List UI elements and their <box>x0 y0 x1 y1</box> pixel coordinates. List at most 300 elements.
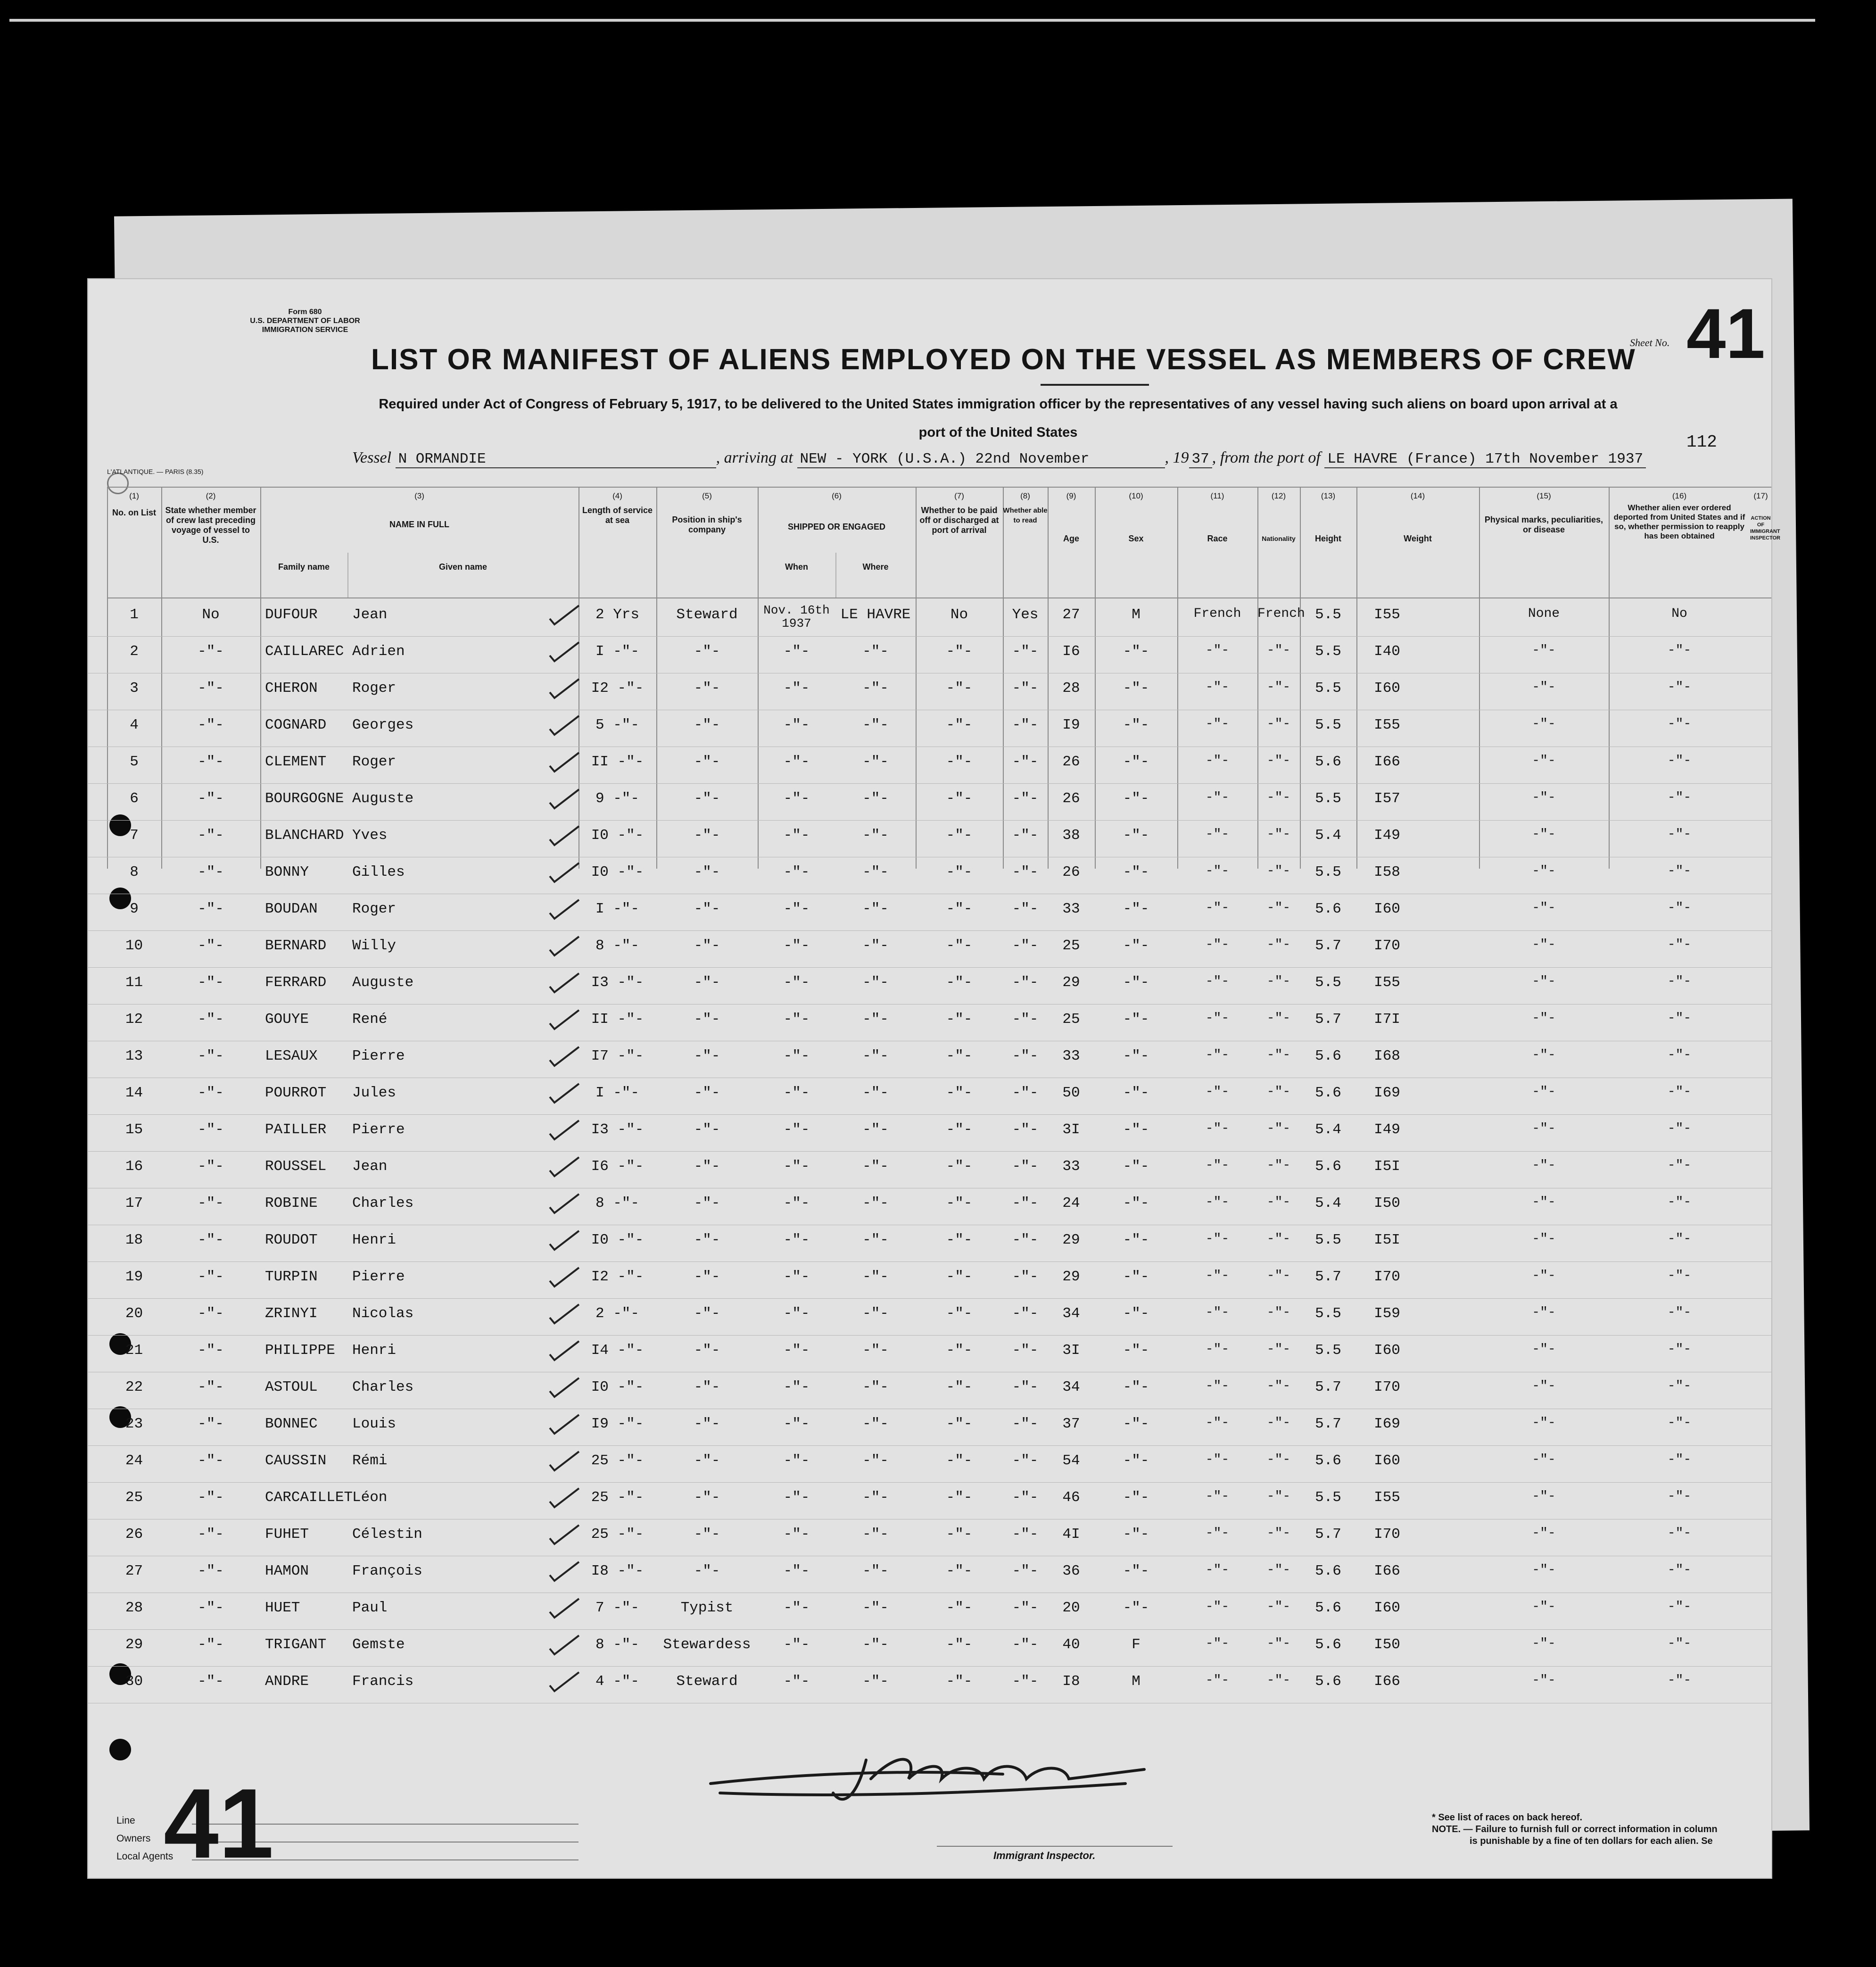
cell-where: -"- <box>862 938 889 954</box>
cell-given: Charles <box>352 1195 414 1212</box>
cell-where: -"- <box>862 1452 889 1469</box>
cell-phys: -"- <box>1532 790 1556 805</box>
cell-when: -"- <box>783 1158 810 1175</box>
cell-no: 19 <box>125 1269 143 1285</box>
cell-weight: I55 <box>1374 717 1400 733</box>
cell-position: -"- <box>694 1158 720 1175</box>
cell-when: -"- <box>783 864 810 880</box>
inspector-signature <box>701 1732 1173 1826</box>
footnotes <box>1432 1812 1771 1847</box>
check-mark-icon <box>548 1522 581 1546</box>
cell-given: Georges <box>352 717 414 733</box>
cell-where: -"- <box>862 1305 889 1322</box>
cell-age: 28 <box>1062 680 1080 697</box>
cell-when: -"- <box>783 754 810 770</box>
cell-paid: -"- <box>946 1121 973 1138</box>
check-mark-icon <box>548 971 581 994</box>
cell-height: 5.5 <box>1315 680 1341 697</box>
cell-dep: -"- <box>1667 1563 1692 1577</box>
cell-length: I6 -"- <box>591 1158 644 1175</box>
cell-height: 5.7 <box>1315 1526 1341 1543</box>
cell-family: TRIGANT <box>265 1636 327 1653</box>
cell-length: II -"- <box>591 754 644 770</box>
cell-where: -"- <box>862 717 889 733</box>
cell-crew: No <box>202 606 220 623</box>
cell-family: CARCAILLET <box>265 1489 353 1506</box>
cell-age: 38 <box>1062 827 1080 844</box>
cell-where: -"- <box>862 1673 889 1690</box>
check-mark-icon <box>548 1449 581 1472</box>
cell-sex: M <box>1132 1673 1140 1690</box>
cell-age: 46 <box>1062 1489 1080 1506</box>
check-mark-icon <box>548 1375 581 1399</box>
cell-phys: -"- <box>1532 864 1556 879</box>
cell-paid: -"- <box>946 1600 973 1616</box>
check-mark-icon <box>548 1633 581 1656</box>
cell-read: -"- <box>1012 1269 1039 1285</box>
header-shipped-or-engaged: SHIPPED OR ENGAGED <box>787 522 886 531</box>
cell-crew: -"- <box>198 1416 224 1432</box>
header-given-name: Given name <box>438 562 488 572</box>
cell-where: -"- <box>862 1085 889 1101</box>
cell-phys: -"- <box>1532 938 1556 952</box>
cell-no: 14 <box>125 1085 143 1101</box>
cell-phys: -"- <box>1532 754 1556 768</box>
cell-crew: -"- <box>198 1048 224 1064</box>
header-deported: Whether alien ever ordered deported from United States and if so, whether permission to reapply has been obtained <box>1613 503 1745 540</box>
cell-read: -"- <box>1012 901 1039 917</box>
cell-given: Gilles <box>352 864 405 880</box>
note-race: * See list of races on back hereof. <box>1432 1812 1583 1823</box>
arrival-port: NEW - YORK (U.S.A.) 22nd November <box>797 451 1165 468</box>
cell-crew: -"- <box>198 1563 224 1579</box>
column-number: (3) <box>414 491 424 500</box>
column-number: (12) <box>1271 491 1286 500</box>
cell-height: 5.5 <box>1315 864 1341 880</box>
cell-given: Jules <box>352 1085 397 1101</box>
cell-race: -"- <box>1205 1085 1230 1099</box>
cell-length: 25 -"- <box>591 1526 644 1543</box>
cell-position: -"- <box>694 1489 720 1506</box>
cell-age: 26 <box>1062 864 1080 880</box>
cell-when: -"- <box>783 1269 810 1285</box>
cell-race: -"- <box>1205 1195 1230 1210</box>
cell-crew: -"- <box>198 790 224 807</box>
cell-nat: -"- <box>1266 643 1291 658</box>
cell-given: Louis <box>352 1416 397 1432</box>
cell-dep: -"- <box>1667 790 1692 805</box>
check-mark-icon <box>548 1154 581 1178</box>
cell-phys: -"- <box>1532 1342 1556 1357</box>
cell-length: I3 -"- <box>591 974 644 991</box>
cell-family: BONNEC <box>265 1416 318 1432</box>
cell-paid: -"- <box>946 1232 973 1248</box>
cell-crew: -"- <box>198 643 224 660</box>
cell-crew: -"- <box>198 1305 224 1322</box>
table-row <box>88 1483 1771 1519</box>
header-race: Race <box>1207 534 1228 543</box>
check-mark-icon <box>548 639 581 663</box>
cell-race: -"- <box>1205 1489 1230 1504</box>
cell-dep: -"- <box>1667 1526 1692 1541</box>
cell-position: -"- <box>694 754 720 770</box>
cell-read: -"- <box>1012 827 1039 844</box>
cell-nat: -"- <box>1266 1342 1291 1357</box>
cell-height: 5.6 <box>1315 901 1341 917</box>
cell-family: ROUSSEL <box>265 1158 327 1175</box>
cell-dep: -"- <box>1667 643 1692 658</box>
cell-where: -"- <box>862 1379 889 1395</box>
cell-sex: -"- <box>1123 1121 1149 1138</box>
cell-weight: I7I <box>1374 1011 1400 1028</box>
cell-dep: No <box>1671 606 1687 621</box>
cell-crew: -"- <box>198 1195 224 1212</box>
table-row <box>88 1188 1771 1225</box>
cell-where: -"- <box>862 1011 889 1028</box>
cell-sex: -"- <box>1123 790 1149 807</box>
cell-length: 2 -"- <box>595 1305 639 1322</box>
cell-family: CAUSSIN <box>265 1452 327 1469</box>
table-row <box>88 1630 1771 1667</box>
check-mark-icon <box>548 1412 581 1436</box>
cell-read: Yes <box>1012 606 1039 623</box>
check-mark-icon <box>548 1486 581 1509</box>
cell-phys: None <box>1528 606 1560 621</box>
cell-dep: -"- <box>1667 1416 1692 1430</box>
cell-race: -"- <box>1205 1563 1230 1577</box>
cell-no: 7 <box>130 827 139 844</box>
cell-position: -"- <box>694 1305 720 1322</box>
cell-sex: M <box>1132 606 1140 623</box>
cell-position: -"- <box>694 1085 720 1101</box>
cell-phys: -"- <box>1532 1600 1556 1614</box>
cell-sex: -"- <box>1123 1526 1149 1543</box>
cell-race: French <box>1193 606 1241 621</box>
cell-given: Gemste <box>352 1636 405 1653</box>
cell-nat: -"- <box>1266 1085 1291 1099</box>
cell-age: 29 <box>1062 974 1080 991</box>
cell-length: I4 -"- <box>591 1342 644 1359</box>
table-row <box>88 710 1771 747</box>
cell-crew: -"- <box>198 717 224 733</box>
cell-height: 5.7 <box>1315 1416 1341 1432</box>
cell-sex: -"- <box>1123 1305 1149 1322</box>
cell-sex: -"- <box>1123 1195 1149 1212</box>
printer-mark: L'ATLANTIQUE. — PARIS (8.35) <box>107 468 204 475</box>
cell-when: -"- <box>783 827 810 844</box>
cell-age: I6 <box>1062 643 1080 660</box>
cell-crew: -"- <box>198 1342 224 1359</box>
cell-weight: I66 <box>1374 1563 1400 1579</box>
cell-length: I9 -"- <box>591 1416 644 1432</box>
cell-dep: -"- <box>1667 1195 1692 1210</box>
cell-nat: -"- <box>1266 1416 1291 1430</box>
cell-sex: -"- <box>1123 827 1149 844</box>
table-row <box>88 1593 1771 1630</box>
cell-weight: I68 <box>1374 1048 1400 1064</box>
divider <box>107 487 1771 488</box>
cell-when: -"- <box>783 1379 810 1395</box>
cell-phys: -"- <box>1532 1563 1556 1577</box>
cell-age: 3I <box>1062 1121 1080 1138</box>
cell-when: Nov. 16th 1937 <box>763 603 830 631</box>
cell-phys: -"- <box>1532 1195 1556 1210</box>
cell-paid: -"- <box>946 790 973 807</box>
cell-dep: -"- <box>1667 1232 1692 1246</box>
cell-height: 5.6 <box>1315 1673 1341 1690</box>
cell-race: -"- <box>1205 1269 1230 1283</box>
inspector-label: Immigrant Inspector. <box>993 1850 1096 1861</box>
check-mark-icon <box>548 1228 581 1252</box>
cell-family: LESAUX <box>265 1048 318 1064</box>
subtitle-line: port of the United States <box>918 425 1078 440</box>
cell-paid: -"- <box>946 680 973 697</box>
cell-family: ASTOUL <box>265 1379 318 1395</box>
table-row <box>88 1004 1771 1041</box>
cell-given: René <box>352 1011 388 1028</box>
cell-paid: -"- <box>946 1526 973 1543</box>
cell-length: 25 -"- <box>591 1452 644 1469</box>
cell-read: -"- <box>1012 1636 1039 1653</box>
cell-read: -"- <box>1012 1342 1039 1359</box>
cell-weight: I70 <box>1374 938 1400 954</box>
cell-where: -"- <box>862 790 889 807</box>
cell-dep: -"- <box>1667 1085 1692 1099</box>
cell-read: -"- <box>1012 1673 1039 1690</box>
cell-read: -"- <box>1012 1195 1039 1212</box>
header-crew-prior-voyage: State whether member of crew last preceding voyage of vessel to U.S. <box>165 506 256 545</box>
column-number: (13) <box>1321 491 1336 500</box>
column-number: (2) <box>206 491 216 500</box>
table-row <box>88 1152 1771 1188</box>
cell-nat: -"- <box>1266 1269 1291 1283</box>
check-mark-icon <box>548 1191 581 1215</box>
cell-crew: -"- <box>198 1121 224 1138</box>
cell-phys: -"- <box>1532 1416 1556 1430</box>
cell-where: -"- <box>862 1563 889 1579</box>
cell-dep: -"- <box>1667 1269 1692 1283</box>
cell-family: BOURGOGNE <box>265 790 344 807</box>
cell-crew: -"- <box>198 680 224 697</box>
header-name-in-full: NAME IN FULL <box>389 520 449 529</box>
local-agents-label: Local Agents <box>116 1851 174 1862</box>
header-no-on-list: No. on List <box>112 508 156 517</box>
cell-family: BONNY <box>265 864 309 880</box>
cell-read: -"- <box>1012 754 1039 770</box>
cell-nat: -"- <box>1266 1489 1291 1504</box>
cell-position: -"- <box>694 1452 720 1469</box>
cell-given: Célestin <box>352 1526 422 1543</box>
cell-crew: -"- <box>198 1452 224 1469</box>
cell-phys: -"- <box>1532 1305 1556 1320</box>
table-row <box>88 1409 1771 1446</box>
cell-paid: -"- <box>946 1048 973 1064</box>
cell-height: 5.6 <box>1315 1158 1341 1175</box>
cell-read: -"- <box>1012 643 1039 660</box>
cell-no: 5 <box>130 754 139 770</box>
cell-age: 33 <box>1062 1048 1080 1064</box>
cell-read: -"- <box>1012 864 1039 880</box>
check-mark-icon <box>548 787 581 810</box>
cell-race: -"- <box>1205 1232 1230 1246</box>
cell-race: -"- <box>1205 864 1230 879</box>
cell-age: 20 <box>1062 1600 1080 1616</box>
table-row <box>88 747 1771 784</box>
cell-race: -"- <box>1205 1158 1230 1173</box>
table-row <box>88 673 1771 710</box>
line-label: Line <box>116 1815 135 1826</box>
cell-read: -"- <box>1012 974 1039 991</box>
cell-nat: -"- <box>1266 827 1291 842</box>
cell-race: -"- <box>1205 754 1230 768</box>
cell-no: 26 <box>125 1526 143 1543</box>
cell-position: -"- <box>694 1563 720 1579</box>
cell-weight: I50 <box>1374 1195 1400 1212</box>
cell-crew: -"- <box>198 1085 224 1101</box>
table-row <box>88 1041 1771 1078</box>
cell-race: -"- <box>1205 790 1230 805</box>
service-name: IMMIGRATION SERVICE <box>262 326 348 334</box>
cell-paid: -"- <box>946 1636 973 1653</box>
cell-family: CLEMENT <box>265 754 327 770</box>
arriving-label: , arriving at <box>716 449 793 466</box>
cell-where: -"- <box>862 1342 889 1359</box>
cell-nat: -"- <box>1266 790 1291 805</box>
table-row <box>88 637 1771 673</box>
cell-read: -"- <box>1012 1526 1039 1543</box>
document-title: LIST OR MANIFEST OF ALIENS EMPLOYED ON THE VESSEL AS MEMBERS OF CREW <box>371 343 1636 376</box>
check-mark-icon <box>548 1302 581 1325</box>
check-mark-icon <box>548 1338 581 1362</box>
cell-given: Jean <box>352 1158 388 1175</box>
cell-position: -"- <box>694 680 720 697</box>
cell-given: Willy <box>352 938 397 954</box>
cell-length: I -"- <box>595 901 639 917</box>
cell-crew: -"- <box>198 1158 224 1175</box>
cell-crew: -"- <box>198 827 224 844</box>
cell-nat: -"- <box>1266 1673 1291 1688</box>
document-subtitle <box>230 390 1767 447</box>
table-row <box>88 1299 1771 1336</box>
cell-sex: -"- <box>1123 864 1149 880</box>
cell-weight: I60 <box>1374 901 1400 917</box>
cell-paid: -"- <box>946 754 973 770</box>
cell-crew: -"- <box>198 754 224 770</box>
cell-paid: -"- <box>946 1342 973 1359</box>
cell-dep: -"- <box>1667 1452 1692 1467</box>
cell-read: -"- <box>1012 1011 1039 1028</box>
cell-where: -"- <box>862 754 889 770</box>
cell-position: -"- <box>694 1269 720 1285</box>
cell-family: BOUDAN <box>265 901 318 917</box>
vessel-name: N ORMANDIE <box>396 451 716 468</box>
cell-given: François <box>352 1563 422 1579</box>
cell-no: 30 <box>125 1673 143 1690</box>
cell-no: 24 <box>125 1452 143 1469</box>
cell-position: -"- <box>694 1048 720 1064</box>
cell-phys: -"- <box>1532 1011 1556 1026</box>
check-mark-icon <box>548 603 581 626</box>
table-row <box>88 1078 1771 1115</box>
cell-paid: -"- <box>946 1158 973 1175</box>
cell-where: -"- <box>862 1600 889 1616</box>
arrival-year: 37 <box>1189 451 1212 468</box>
cell-age: 36 <box>1062 1563 1080 1579</box>
cell-length: 9 -"- <box>595 790 639 807</box>
cell-phys: -"- <box>1532 717 1556 731</box>
cell-dep: -"- <box>1667 901 1692 915</box>
cell-height: 5.5 <box>1315 643 1341 660</box>
cell-where: -"- <box>862 1489 889 1506</box>
cell-given: Francis <box>352 1673 414 1690</box>
cell-where: LE HAVRE <box>840 606 911 623</box>
cell-height: 5.4 <box>1315 1121 1341 1138</box>
cell-position: -"- <box>694 1232 720 1248</box>
from-port-label: , from the port of <box>1212 449 1321 466</box>
cell-weight: I55 <box>1374 1489 1400 1506</box>
cell-family: GOUYE <box>265 1011 309 1028</box>
cell-family: BERNARD <box>265 938 327 954</box>
cell-length: 8 -"- <box>595 1195 639 1212</box>
cell-paid: -"- <box>946 1452 973 1469</box>
cell-when: -"- <box>783 1342 810 1359</box>
cell-family: HUET <box>265 1600 300 1616</box>
cell-paid: -"- <box>946 1416 973 1432</box>
owners-label: Owners <box>116 1833 151 1844</box>
cell-when: -"- <box>783 1011 810 1028</box>
cell-sex: -"- <box>1123 1563 1149 1579</box>
cell-when: -"- <box>783 643 810 660</box>
cell-where: -"- <box>862 1269 889 1285</box>
cell-paid: -"- <box>946 1269 973 1285</box>
table-row <box>88 931 1771 968</box>
cell-race: -"- <box>1205 1673 1230 1688</box>
table-row <box>88 894 1771 931</box>
cell-sex: -"- <box>1123 754 1149 770</box>
cell-weight: I70 <box>1374 1526 1400 1543</box>
cell-position: -"- <box>694 1121 720 1138</box>
cell-no: 17 <box>125 1195 143 1212</box>
check-mark-icon <box>548 1265 581 1288</box>
cell-read: -"- <box>1012 790 1039 807</box>
cell-nat: -"- <box>1266 1048 1291 1062</box>
cell-nat: -"- <box>1266 864 1291 879</box>
cell-position: -"- <box>694 827 720 844</box>
cell-when: -"- <box>783 717 810 733</box>
table-row <box>88 857 1771 894</box>
cell-read: -"- <box>1012 938 1039 954</box>
cell-dep: -"- <box>1667 680 1692 695</box>
cell-sex: -"- <box>1123 643 1149 660</box>
cell-weight: I66 <box>1374 1673 1400 1690</box>
cell-race: -"- <box>1205 1452 1230 1467</box>
cell-family: ANDRE <box>265 1673 309 1690</box>
sheet-label: Sheet No. <box>1630 337 1670 349</box>
cell-length: I2 -"- <box>591 680 644 697</box>
column-number: (16) <box>1672 491 1687 500</box>
cell-crew: -"- <box>198 1011 224 1028</box>
cell-age: 29 <box>1062 1232 1080 1248</box>
cell-age: 3I <box>1062 1342 1080 1359</box>
cell-phys: -"- <box>1532 1158 1556 1173</box>
cell-when: -"- <box>783 1489 810 1506</box>
cell-weight: I40 <box>1374 643 1400 660</box>
cell-age: 34 <box>1062 1305 1080 1322</box>
departure-port: LE HAVRE (France) 17th November 1937 <box>1324 451 1646 468</box>
cell-family: FERRARD <box>265 974 327 991</box>
cell-nat: -"- <box>1266 1195 1291 1210</box>
table-row <box>88 600 1771 637</box>
